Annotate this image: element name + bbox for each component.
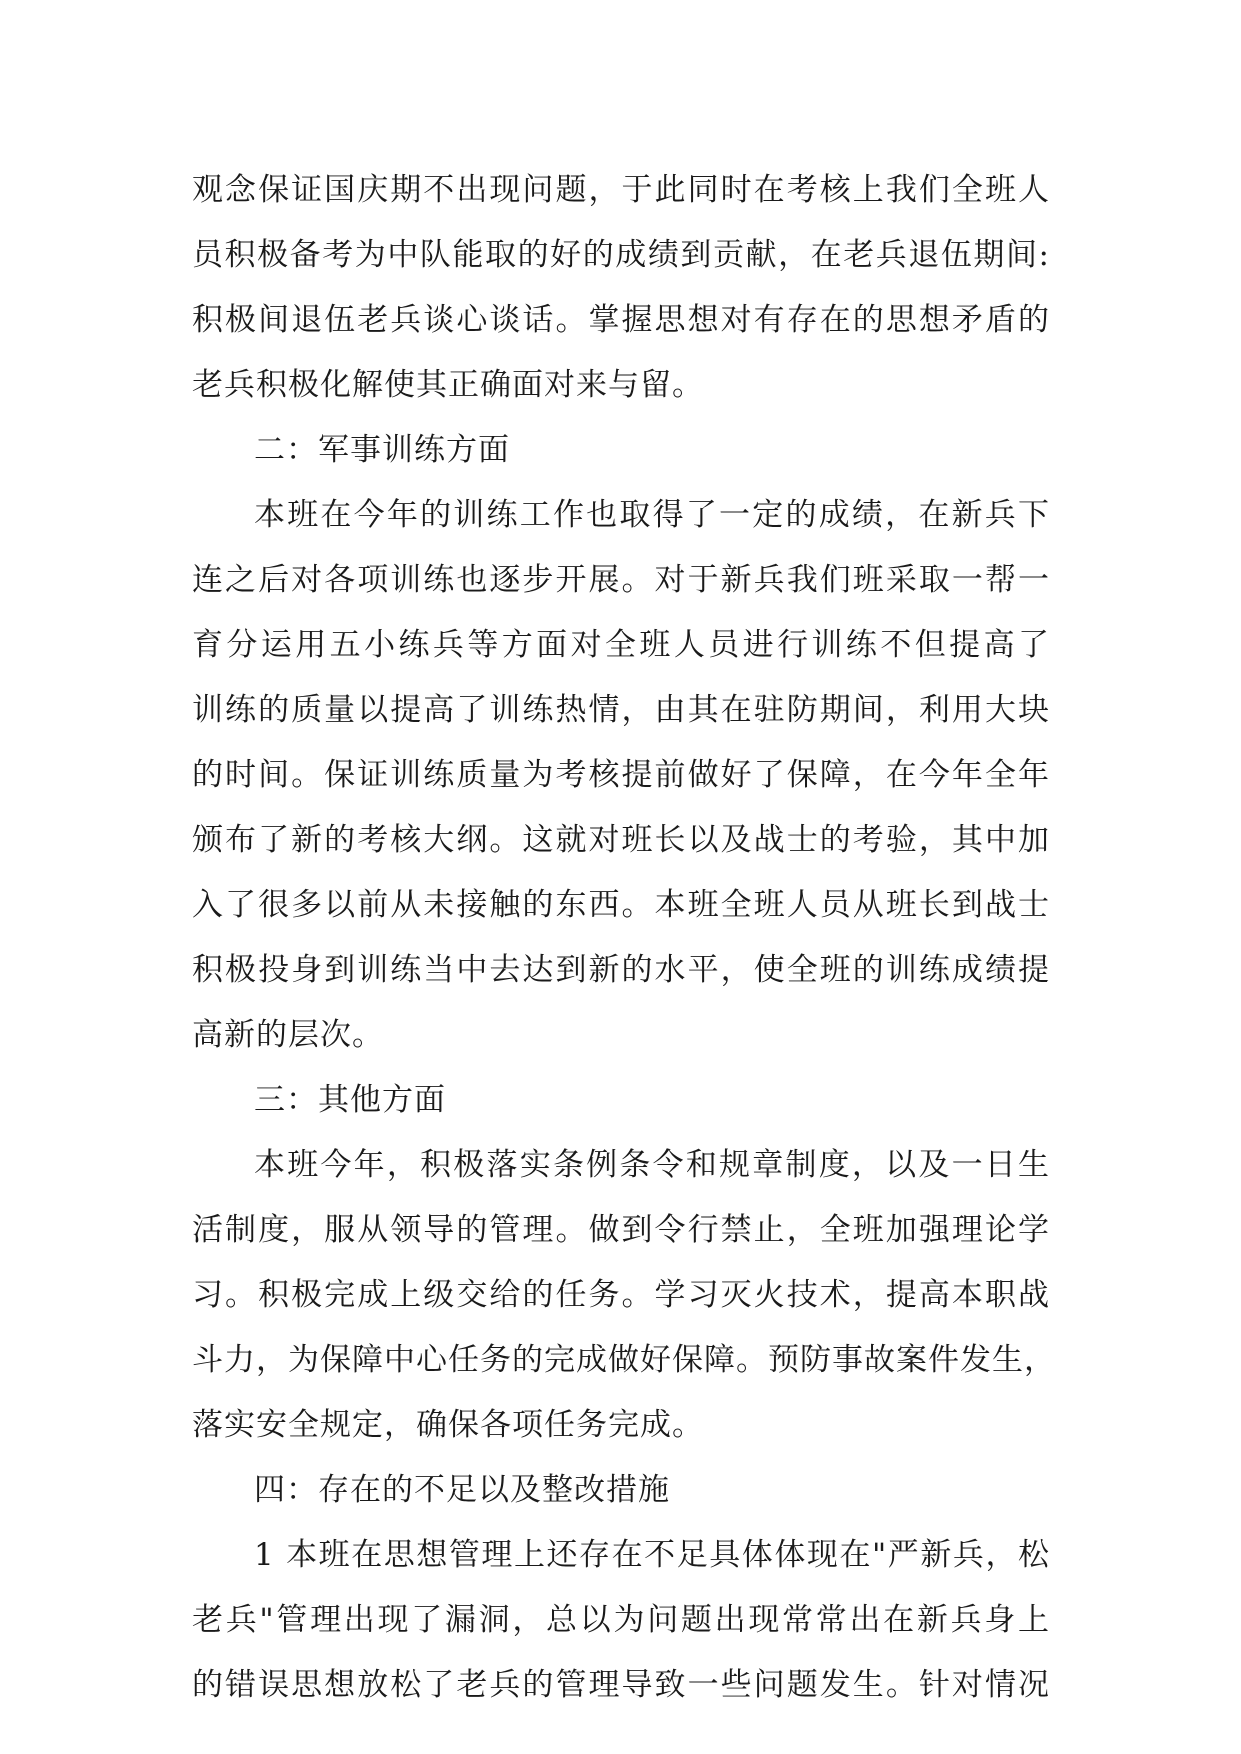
section-heading: 三：其他方面 (254, 1082, 446, 1118)
text-line: 训练的质量以提高了训练热情，由其在驻防期间，利用大块 (192, 692, 1050, 728)
text-line: 本班在今年的训练工作也取得了一定的成绩，在新兵下 (254, 497, 1050, 533)
text-line: 落实安全规定，确保各项任务完成。 (192, 1407, 704, 1443)
text-line: 颁布了新的考核大纲。这就对班长以及战士的考验，其中加 (192, 822, 1050, 858)
text-line: 高新的层次。 (192, 1017, 384, 1053)
text-line: 连之后对各项训练也逐步开展。对于新兵我们班采取一帮一 (192, 562, 1050, 598)
text-line: 观念保证国庆期不出现问题，于此同时在考核上我们全班人 (192, 172, 1050, 208)
text-line: 积极间退伍老兵谈心谈话。掌握思想对有存在的思想矛盾的 (192, 302, 1050, 338)
text-line: 入了很多以前从未接触的东西。本班全班人员从班长到战士 (192, 887, 1050, 923)
section-heading: 四：存在的不足以及整改措施 (254, 1472, 670, 1508)
text-line: 老兵积极化解使其正确面对来与留。 (192, 367, 704, 403)
text-line: 的错误思想放松了老兵的管理导致一些问题发生。针对情况 (192, 1667, 1050, 1703)
text-line: 的时间。保证训练质量为考核提前做好了保障，在今年全年 (192, 757, 1050, 793)
text-line: 1 本班在思想管理上还存在不足具体体现在"严新兵，松 (254, 1537, 1050, 1573)
text-line: 育分运用五小练兵等方面对全班人员进行训练不但提高了 (192, 627, 1050, 663)
document-body (192, 158, 1056, 1718)
text-line: 习。积极完成上级交给的任务。学习灭火技术，提高本职战 (192, 1277, 1050, 1313)
text-line: 老兵"管理出现了漏洞，总以为问题出现常常出在新兵身上 (192, 1602, 1050, 1638)
text-line: 斗力，为保障中心任务的完成做好保障。预防事故案件发生， (192, 1342, 1056, 1378)
text-line: 积极投身到训练当中去达到新的水平，使全班的训练成绩提 (192, 952, 1050, 988)
section-heading: 二：军事训练方面 (254, 432, 510, 468)
text-line: 活制度，服从领导的管理。做到令行禁止，全班加强理论学 (192, 1212, 1050, 1248)
text-line: 本班今年，积极落实条例条令和规章制度，以及一日生 (254, 1147, 1050, 1183)
text-line: 员积极备考为中队能取的好的成绩到贡献，在老兵退伍期间: (192, 237, 1050, 273)
